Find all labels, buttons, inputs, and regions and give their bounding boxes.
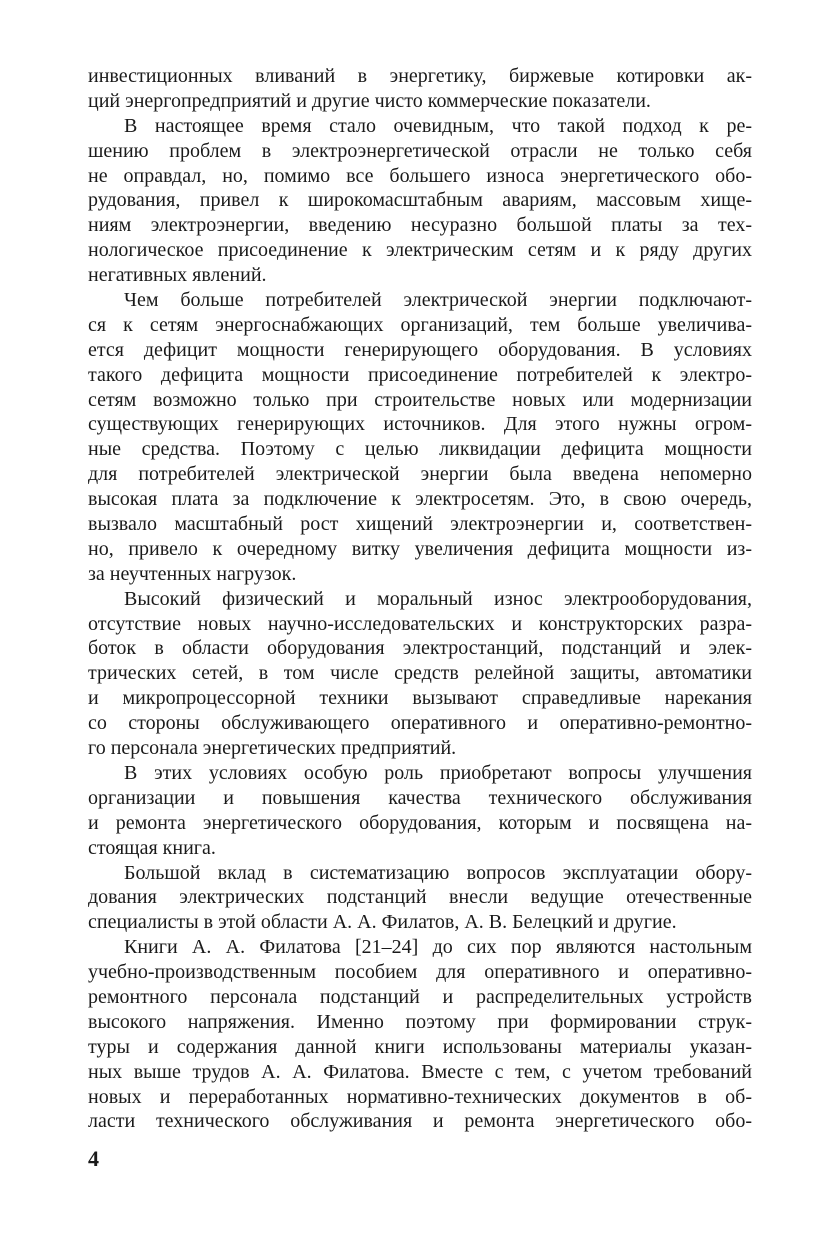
text-line: рудования, привел к широкомасштабным авариям, массовым хище- bbox=[88, 189, 752, 212]
text-line: и ремонта энергетического оборудования, которым и посвящена на- bbox=[88, 811, 752, 834]
text-line: ремонтного персонала подстанций и распределительных устройств bbox=[88, 985, 752, 1008]
text-line: не оправдал, но, помимо все большего износа энергетического обо- bbox=[88, 164, 752, 187]
text-line: организации и повышения качества технического обслуживания bbox=[88, 786, 752, 809]
text-line: существующих генерирующих источников. Для этого нужны огром- bbox=[88, 413, 752, 436]
text-line: го персонала энергетических предприятий. bbox=[88, 737, 457, 760]
text-line: нологическое присоединение к электрическим сетям и к ряду других bbox=[88, 239, 752, 262]
text-line: учебно-производственным пособием для оперативного и оперативно- bbox=[88, 961, 752, 984]
text-line: Большой вклад в систематизацию вопросов эксплуатации обору- bbox=[124, 861, 752, 884]
text-line: ся к сетям энергоснабжающих организаций, тем больше увеличива- bbox=[88, 313, 752, 336]
text-line: трических сетей, в том числе средств релейной защиты, автоматики bbox=[88, 662, 752, 685]
text-line: дования электрических подстанций внесли ведущие отечественные bbox=[88, 886, 752, 909]
text-line: ласти технического обслуживания и ремонта энергетического обо- bbox=[88, 1110, 752, 1133]
text-line: и микропроцессорной техники вызывают справедливые нарекания bbox=[88, 687, 752, 710]
text-line: шению проблем в электроэнергетической отрасли не только себя bbox=[88, 139, 752, 162]
text-line: ций энергопредприятий и другие чисто коммерческие показатели. bbox=[88, 89, 651, 112]
text-line: стоящая книга. bbox=[88, 836, 216, 859]
text-line: специалисты в этой области А. А. Филатов, А. В. Белецкий и другие. bbox=[88, 911, 677, 934]
text-line: ных выше трудов А. А. Филатова. Вместе с тем, с учетом требований bbox=[88, 1060, 752, 1083]
text-line: туры и содержания данной книги использованы материалы указан- bbox=[88, 1035, 752, 1058]
text-line: для потребителей электрической энергии была введена непомерно bbox=[88, 463, 752, 486]
text-line: новых и переработанных нормативно-технических документов в об- bbox=[88, 1085, 752, 1108]
text-line: Высокий физический и моральный износ электрооборудования, bbox=[124, 587, 752, 610]
page-number: 4 bbox=[88, 1146, 99, 1171]
text-line: со стороны обслуживающего оперативного и оперативно-ремонтно- bbox=[88, 712, 752, 735]
text-line: ные средства. Поэтому с целью ликвидации дефицита мощности bbox=[88, 438, 752, 461]
text-line: сетям возможно только при строительстве новых или модернизации bbox=[88, 388, 752, 411]
text-line: ется дефицит мощности генерирующего оборудования. В условиях bbox=[88, 338, 752, 361]
text-line: отсутствие новых научно-исследовательских и конструкторских разра- bbox=[88, 612, 752, 635]
text-line: вызвало масштабный рост хищений электроэнергии и, соответствен- bbox=[88, 513, 752, 536]
text-line: высокого напряжения. Именно поэтому при формировании струк- bbox=[88, 1010, 752, 1033]
text-line: высокая плата за подключение к электросетям. Это, в свою очередь, bbox=[88, 488, 752, 511]
text-line: инвестиционных вливаний в энергетику, биржевые котировки ак- bbox=[88, 65, 752, 87]
text-line: такого дефицита мощности присоединение потребителей к электро- bbox=[88, 363, 752, 386]
text-line: за неучтенных нагрузок. bbox=[88, 562, 297, 585]
text-line: негативных явлений. bbox=[88, 264, 267, 287]
text-line: боток в области оборудования электростанций, подстанций и элек- bbox=[88, 637, 752, 660]
text-line: Чем больше потребителей электрической энергии подключают- bbox=[124, 289, 752, 312]
body-text bbox=[88, 64, 752, 1134]
text-line: В настоящее время стало очевидным, что такой подход к ре- bbox=[124, 114, 752, 137]
text-line: В этих условиях особую роль приобретают вопросы улучшения bbox=[124, 761, 752, 784]
text-line: ниям электроэнергии, введению несуразно большой платы за тех- bbox=[88, 214, 752, 237]
text-line: но, привело к очередному витку увеличения дефицита мощности из- bbox=[88, 537, 752, 560]
text-line: Книги А. А. Филатова [21–24] до сих пор являются настольным bbox=[124, 936, 752, 959]
